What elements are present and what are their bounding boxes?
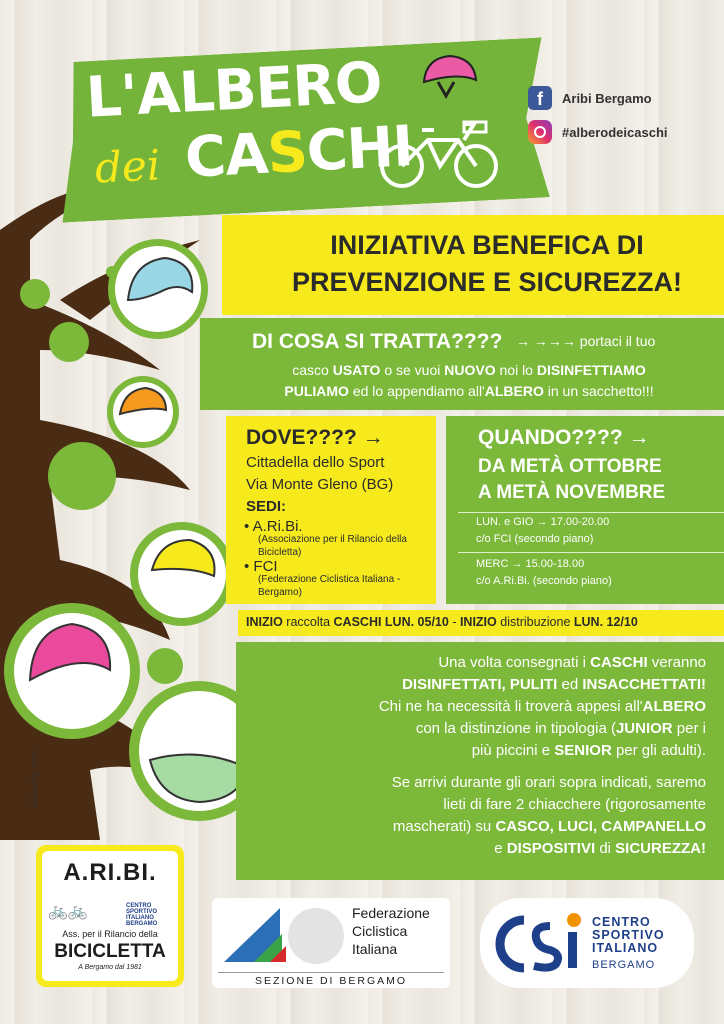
- fci-logo: Federazione Ciclistica Italiana SEZIONE DI BERGAMO: [212, 898, 450, 988]
- pink-helmet-icon: [418, 52, 480, 102]
- divider: [458, 552, 724, 553]
- cosa-intro: → →→→ portaci il tuo: [516, 333, 656, 349]
- bicycle-icon: [378, 116, 502, 192]
- aribi-logo: A.RI.BI. 🚲🚲 CENTRO SPORTIVO ITALIANO BERGAMO Ass. per il Rilancio della BICICLETTA A Bergamo dal 1981: [36, 845, 184, 987]
- fci-emblem-icon: [220, 904, 346, 966]
- facebook-icon: f: [528, 86, 552, 110]
- quando-panel: [446, 416, 724, 604]
- sede-fci: • FCI (Federazione Ciclistica Italiana - Bergamo): [244, 558, 401, 598]
- headline-line2: PREVENZIONE E SICUREZZA!: [291, 267, 683, 297]
- bicycles-icon: 🚲🚲: [48, 903, 88, 920]
- slot-merc: MERC → 15.00-18.00 c/o A.Ri.Bi. (secondo piano): [476, 558, 612, 587]
- facebook-link[interactable]: f Aribi Bergamo: [528, 86, 652, 110]
- quando-heading: QUANDO???? →: [478, 426, 650, 449]
- instagram-icon: [528, 120, 552, 144]
- headline-line1: INIZIATIVA BENEFICA DI: [330, 230, 644, 260]
- sede-aribi: • A.Ri.Bi. (Associazione per il Rilancio della Bicicletta): [244, 518, 407, 558]
- slot-lun-gio: LUN. e GIO → 17.00-20.00 c/o FCI (secondo piano): [476, 516, 610, 545]
- divider: [458, 512, 724, 513]
- dove-panel: [226, 416, 436, 604]
- title-line1: L'ALBERO: [84, 50, 384, 131]
- info-text: Una volta consegnati i CASCHI veranno DISINFETTATI, PULITI ed INSACCHETTATI! Chi ne ha necessità li troverà appesi all'ALBERO con la distinzione in tipologia (JUNIOR per i più piccini e SENIOR per gli adulti). Se arrivi durante gli orari sopra indicati, saremo lieti di fare 2 chiacchere (rigorosamente mascherati) su CASCO, LUCI, CAMPANELLO e DISPOSITIVI di SICUREZZA!: [378, 654, 706, 857]
- dove-address: Cittadella dello Sport Via Monte Gleno (BG): [246, 454, 394, 493]
- info-panel: [236, 642, 724, 880]
- quando-date2: A METÀ NOVEMBRE: [478, 482, 666, 503]
- cosa-heading: DI COSA SI TRATTA????: [252, 330, 503, 353]
- instagram-link[interactable]: #alberodeicaschi: [528, 120, 668, 144]
- quando-date1: DA METÀ OTTOBRE: [478, 456, 662, 477]
- designed-by: designed by RB68: [32, 750, 39, 808]
- title-caschi: CASCHI: [183, 114, 415, 191]
- title-dei: dei: [93, 140, 162, 193]
- dove-heading: DOVE???? →: [246, 426, 384, 449]
- headline-panel: [222, 215, 724, 315]
- csi-logo: CENTRO SPORTIVO ITALIANO BERGAMO: [480, 898, 694, 988]
- dates-strip: INIZIO raccolta CASCHI LUN. 05/10 - INIZIO distribuzione LUN. 12/10: [238, 610, 724, 636]
- csi-emblem-icon: [494, 912, 586, 974]
- cosa-body: casco USATO o se vuoi NUOVO noi lo DISINFETTIAMO PULIAMO ed lo appendiamo all'ALBERO in un sacchetto!!!: [284, 362, 654, 399]
- sedi-label: SEDI:: [246, 498, 287, 515]
- cosa-panel: [200, 318, 724, 410]
